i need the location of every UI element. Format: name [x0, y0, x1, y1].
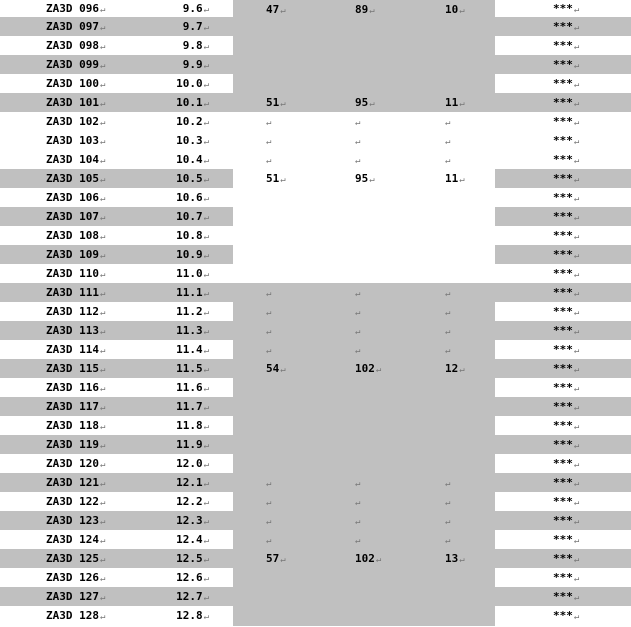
table-row [0, 0, 233, 17]
table-row [0, 74, 233, 93]
table-row [0, 606, 233, 625]
table-row [495, 169, 631, 188]
row-code: ZA3D 126↵ [46, 571, 106, 584]
group-value: ↵ [266, 118, 272, 128]
table-row [0, 435, 233, 454]
row-code: ZA3D 104↵ [46, 153, 106, 166]
row-code: ZA3D 099↵ [46, 58, 106, 71]
group-value: 51↵ [266, 96, 286, 109]
group-value: ↵ [266, 479, 272, 489]
row-value: 10.0↵ [176, 77, 209, 90]
group-value: ↵ [445, 346, 451, 356]
row-code: ZA3D 103↵ [46, 134, 106, 147]
row-code: ZA3D 111↵ [46, 286, 106, 299]
row-stars: ***↵ [553, 457, 580, 470]
group-value: ↵ [445, 137, 451, 147]
table-row [495, 131, 631, 150]
row-value: 11.4↵ [176, 343, 209, 356]
table-row [495, 226, 631, 245]
row-stars: ***↵ [553, 305, 580, 318]
row-stars: ***↵ [553, 20, 580, 33]
group-value: 11↵ [445, 96, 465, 109]
group-value: ↵ [445, 517, 451, 527]
table-row [0, 131, 233, 150]
table-row [495, 530, 631, 549]
row-value: 10.7↵ [176, 210, 209, 223]
table-row [495, 454, 631, 473]
row-stars: ***↵ [553, 210, 580, 223]
row-stars: ***↵ [553, 267, 580, 280]
group-value: ↵ [445, 498, 451, 508]
row-code: ZA3D 120↵ [46, 457, 106, 470]
table-row [0, 568, 233, 587]
group-value: ↵ [445, 479, 451, 489]
row-value: 12.1↵ [176, 476, 209, 489]
row-stars: ***↵ [553, 419, 580, 432]
row-stars: ***↵ [553, 552, 580, 565]
group-block [233, 283, 495, 626]
table-row [495, 112, 631, 131]
group-value: 89↵ [355, 3, 375, 16]
group-value: ↵ [445, 308, 451, 318]
row-value: 12.8↵ [176, 609, 209, 622]
row-stars: ***↵ [553, 39, 580, 52]
row-value: 11.6↵ [176, 381, 209, 394]
row-code: ZA3D 108↵ [46, 229, 106, 242]
group-value: ↵ [355, 137, 361, 147]
group-value: ↵ [266, 346, 272, 356]
group-value: ↵ [266, 137, 272, 147]
group-value: ↵ [445, 118, 451, 128]
group-value: ↵ [355, 327, 361, 337]
table-row [495, 302, 631, 321]
row-stars: ***↵ [553, 134, 580, 147]
row-value: 11.2↵ [176, 305, 209, 318]
group-value: ↵ [266, 308, 272, 318]
row-stars: ***↵ [553, 438, 580, 451]
row-code: ZA3D 096↵ [46, 2, 106, 15]
group-value: ↵ [266, 517, 272, 527]
table-row [495, 0, 631, 17]
row-value: 10.3↵ [176, 134, 209, 147]
table-row [495, 606, 631, 625]
table-row [0, 264, 233, 283]
group-block [233, 112, 495, 283]
group-value: ↵ [266, 156, 272, 166]
row-code: ZA3D 115↵ [46, 362, 106, 375]
row-stars: ***↵ [553, 248, 580, 261]
row-code: ZA3D 106↵ [46, 191, 106, 204]
table-row [0, 511, 233, 530]
row-code: ZA3D 128↵ [46, 609, 106, 622]
group-value: ↵ [266, 327, 272, 337]
table-row [495, 378, 631, 397]
group-value: ↵ [355, 498, 361, 508]
row-code: ZA3D 125↵ [46, 552, 106, 565]
row-value: 9.8↵ [182, 39, 209, 52]
group-value: 10↵ [445, 3, 465, 16]
group-value: 13↵ [445, 552, 465, 565]
row-value: 12.2↵ [176, 495, 209, 508]
row-code: ZA3D 119↵ [46, 438, 106, 451]
group-value: ↵ [266, 289, 272, 299]
group-value: 51↵ [266, 172, 286, 185]
row-value: 12.4↵ [176, 533, 209, 546]
row-value: 12.0↵ [176, 457, 209, 470]
row-code: ZA3D 122↵ [46, 495, 106, 508]
table-row [495, 435, 631, 454]
group-value: ↵ [445, 327, 451, 337]
row-stars: ***↵ [553, 590, 580, 603]
row-stars: ***↵ [553, 77, 580, 90]
row-value: 10.5↵ [176, 172, 209, 185]
row-code: ZA3D 097↵ [46, 20, 106, 33]
row-stars: ***↵ [553, 96, 580, 109]
row-stars: ***↵ [553, 609, 580, 622]
table-row [0, 93, 233, 112]
group-value: 12↵ [445, 362, 465, 375]
row-stars: ***↵ [553, 2, 580, 15]
group-value: 47↵ [266, 3, 286, 16]
table-row [495, 74, 631, 93]
table-row [0, 530, 233, 549]
row-stars: ***↵ [553, 324, 580, 337]
table-row [0, 169, 233, 188]
row-stars: ***↵ [553, 115, 580, 128]
row-code: ZA3D 098↵ [46, 39, 106, 52]
table-row [0, 245, 233, 264]
table-row [495, 568, 631, 587]
group-value: 11↵ [445, 172, 465, 185]
row-code: ZA3D 107↵ [46, 210, 106, 223]
table-row [495, 207, 631, 226]
row-stars: ***↵ [553, 343, 580, 356]
row-code: ZA3D 102↵ [46, 115, 106, 128]
row-stars: ***↵ [553, 362, 580, 375]
table-row [495, 416, 631, 435]
table-row [495, 340, 631, 359]
table-row [0, 302, 233, 321]
table-row [0, 549, 233, 568]
group-value: 95↵ [355, 172, 375, 185]
row-value: 11.1↵ [176, 286, 209, 299]
row-stars: ***↵ [553, 153, 580, 166]
table-row [0, 36, 233, 55]
table-row [495, 397, 631, 416]
row-stars: ***↵ [553, 476, 580, 489]
row-code: ZA3D 114↵ [46, 343, 106, 356]
table-row [495, 492, 631, 511]
table-row [0, 340, 233, 359]
table-row [0, 378, 233, 397]
row-value: 10.1↵ [176, 96, 209, 109]
group-value: ↵ [445, 289, 451, 299]
row-code: ZA3D 101↵ [46, 96, 106, 109]
table-row [0, 454, 233, 473]
group-value: ↵ [355, 536, 361, 546]
group-value: ↵ [355, 517, 361, 527]
row-value: 10.4↵ [176, 153, 209, 166]
row-value: 11.7↵ [176, 400, 209, 413]
table-row [495, 264, 631, 283]
row-value: 10.9↵ [176, 248, 209, 261]
row-stars: ***↵ [553, 495, 580, 508]
table-row [0, 473, 233, 492]
row-value: 11.9↵ [176, 438, 209, 451]
row-code: ZA3D 100↵ [46, 77, 106, 90]
row-stars: ***↵ [553, 381, 580, 394]
table-row [0, 207, 233, 226]
row-code: ZA3D 121↵ [46, 476, 106, 489]
table-row [0, 359, 233, 378]
row-value: 12.6↵ [176, 571, 209, 584]
row-stars: ***↵ [553, 286, 580, 299]
row-code: ZA3D 123↵ [46, 514, 106, 527]
row-code: ZA3D 109↵ [46, 248, 106, 261]
row-value: 9.9↵ [182, 58, 209, 71]
group-value: 102↵ [355, 552, 382, 565]
table-row [495, 93, 631, 112]
row-value: 10.8↵ [176, 229, 209, 242]
group-value: ↵ [355, 479, 361, 489]
row-stars: ***↵ [553, 533, 580, 546]
table-row [495, 55, 631, 74]
table-row [0, 226, 233, 245]
row-value: 10.2↵ [176, 115, 209, 128]
row-value: 12.3↵ [176, 514, 209, 527]
row-code: ZA3D 112↵ [46, 305, 106, 318]
row-code: ZA3D 113↵ [46, 324, 106, 337]
table-row [495, 587, 631, 606]
table-row [0, 112, 233, 131]
table-row [0, 397, 233, 416]
table-row [495, 150, 631, 169]
table-row [0, 321, 233, 340]
table-row [495, 321, 631, 340]
table-row [495, 245, 631, 264]
table-row [495, 17, 631, 36]
row-code: ZA3D 105↵ [46, 172, 106, 185]
row-value: 12.7↵ [176, 590, 209, 603]
row-value: 9.6↵ [182, 2, 209, 15]
group-value: ↵ [266, 498, 272, 508]
row-value: 10.6↵ [176, 191, 209, 204]
row-stars: ***↵ [553, 400, 580, 413]
row-value: 12.5↵ [176, 552, 209, 565]
row-stars: ***↵ [553, 58, 580, 71]
table-row [495, 511, 631, 530]
row-stars: ***↵ [553, 571, 580, 584]
group-value: ↵ [355, 308, 361, 318]
row-value: 11.5↵ [176, 362, 209, 375]
row-code: ZA3D 118↵ [46, 419, 106, 432]
row-value: 9.7↵ [182, 20, 209, 33]
table-row [0, 283, 233, 302]
group-value: ↵ [445, 156, 451, 166]
row-stars: ***↵ [553, 229, 580, 242]
table-row [0, 416, 233, 435]
group-value: ↵ [355, 346, 361, 356]
row-value: 11.8↵ [176, 419, 209, 432]
group-value: ↵ [445, 536, 451, 546]
group-value: 57↵ [266, 552, 286, 565]
row-code: ZA3D 110↵ [46, 267, 106, 280]
row-value: 11.0↵ [176, 267, 209, 280]
group-value: 102↵ [355, 362, 382, 375]
row-code: ZA3D 127↵ [46, 590, 106, 603]
table-row [495, 549, 631, 568]
row-value: 11.3↵ [176, 324, 209, 337]
table-row [495, 36, 631, 55]
table-row [495, 473, 631, 492]
table-row [0, 587, 233, 606]
group-value: 95↵ [355, 96, 375, 109]
row-code: ZA3D 124↵ [46, 533, 106, 546]
group-value: 54↵ [266, 362, 286, 375]
row-stars: ***↵ [553, 191, 580, 204]
table-row [0, 150, 233, 169]
table-row [0, 492, 233, 511]
group-value: ↵ [266, 536, 272, 546]
table-row [495, 283, 631, 302]
table-row [0, 188, 233, 207]
table-row [0, 55, 233, 74]
group-value: ↵ [355, 289, 361, 299]
row-stars: ***↵ [553, 172, 580, 185]
row-code: ZA3D 116↵ [46, 381, 106, 394]
table-row [0, 17, 233, 36]
group-value: ↵ [355, 118, 361, 128]
table-row [495, 359, 631, 378]
row-code: ZA3D 117↵ [46, 400, 106, 413]
group-value: ↵ [355, 156, 361, 166]
row-stars: ***↵ [553, 514, 580, 527]
table-row [495, 188, 631, 207]
